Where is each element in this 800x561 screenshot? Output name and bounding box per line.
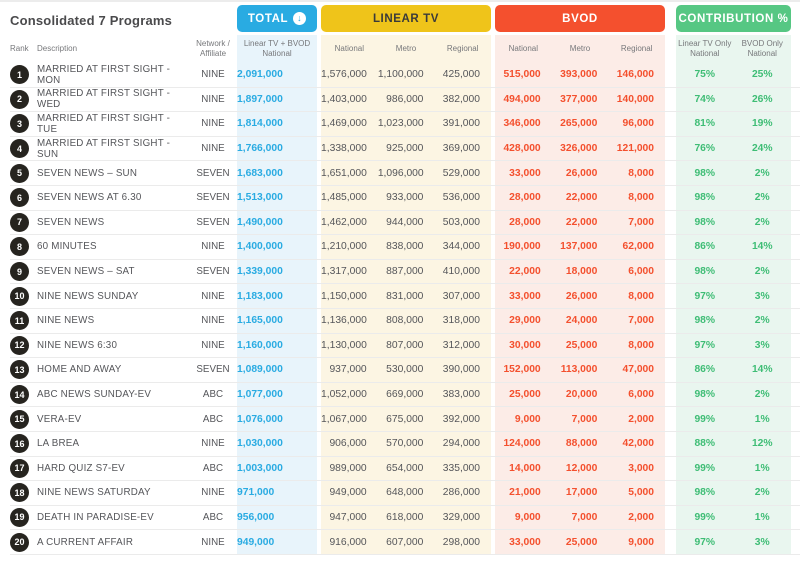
bvod-value: 3,000 xyxy=(628,462,655,474)
bvod-value: 42,000 xyxy=(622,438,655,450)
linear-value: 335,000 xyxy=(442,462,481,474)
network-affiliate: NINE xyxy=(201,93,225,105)
contribution-value: 1% xyxy=(754,462,770,474)
bvod-value: 113,000 xyxy=(560,364,598,376)
total-value: 1,814,000 xyxy=(237,112,317,136)
total-group-button[interactable] xyxy=(237,5,317,32)
table-row xyxy=(10,457,800,482)
bvod-value: 12,000 xyxy=(565,462,598,474)
program-description: MARRIED AT FIRST SIGHT -MON xyxy=(37,63,171,86)
linear-value: 390,000 xyxy=(442,364,481,376)
linear-value: 949,000 xyxy=(329,487,367,499)
contribution-value: 81% xyxy=(694,118,716,130)
bvod-value: 137,000 xyxy=(560,241,598,253)
contribution-value: 75% xyxy=(694,69,716,81)
linear-value: 503,000 xyxy=(442,216,480,228)
bvod-value: 24,000 xyxy=(565,315,598,327)
bvod-regional-column-header: Regional xyxy=(620,44,653,54)
linear-value: 944,000 xyxy=(386,216,424,228)
linear-value: 937,000 xyxy=(329,364,367,376)
bvod-value: 428,000 xyxy=(503,143,541,155)
total-national-column-header: Linear TV + BVOD National xyxy=(243,39,311,58)
linear-value: 1,317,000 xyxy=(321,266,367,278)
bvod-value: 190,000 xyxy=(503,241,541,253)
contribution-value: 1% xyxy=(754,413,770,425)
table-row xyxy=(10,530,800,555)
linear-value: 989,000 xyxy=(329,462,367,474)
bvod-value: 28,000 xyxy=(509,192,541,204)
linear-value: 1,469,000 xyxy=(321,118,367,130)
linear-value: 298,000 xyxy=(442,536,481,548)
network-affiliate: NINE xyxy=(201,290,225,302)
contribution-value: 3% xyxy=(754,536,770,548)
network-affiliate: NINE xyxy=(201,536,225,548)
bvod-value: 25,000 xyxy=(509,389,541,401)
bvod-value: 17,000 xyxy=(565,487,598,499)
bvod-value: 8,000 xyxy=(628,339,655,351)
bvod-value: 6,000 xyxy=(628,266,655,278)
table-row xyxy=(10,161,800,186)
contribution-value: 98% xyxy=(694,167,716,179)
total-value: 1,030,000 xyxy=(237,432,317,456)
contribution-subheader xyxy=(676,35,791,63)
bvod-value: 33,000 xyxy=(509,290,541,302)
rank-badge: 3 xyxy=(10,114,29,133)
bvod-value: 146,000 xyxy=(616,69,655,81)
bvod-value: 88,000 xyxy=(565,438,598,450)
contribution-value: 3% xyxy=(754,290,770,302)
rank-badge: 19 xyxy=(10,508,29,527)
total-value: 2,091,000 xyxy=(237,63,317,87)
program-description: NINE NEWS SUNDAY xyxy=(37,290,139,302)
total-subheader xyxy=(237,35,317,63)
bvod-value: 26,000 xyxy=(565,167,598,179)
linear-value: 654,000 xyxy=(386,462,424,474)
rank-badge: 10 xyxy=(10,287,29,306)
linear-value: 1,100,000 xyxy=(377,69,424,81)
contribution-value: 2% xyxy=(754,167,770,179)
network-affiliate: NINE xyxy=(201,339,225,351)
network-affiliate: NINE xyxy=(201,241,225,253)
linear-value: 1,485,000 xyxy=(321,192,367,204)
bvod-value: 25,000 xyxy=(565,339,598,351)
network-affiliate: NINE xyxy=(201,143,225,155)
table-row xyxy=(10,284,800,309)
contribution-value: 2% xyxy=(754,389,770,401)
program-description: 60 MINUTES xyxy=(37,241,97,253)
program-description: LA BREA xyxy=(37,438,80,450)
linear-value: 906,000 xyxy=(329,438,367,450)
network-affiliate: NINE xyxy=(201,438,225,450)
rank-badge: 1 xyxy=(10,65,29,84)
total-value: 1,490,000 xyxy=(237,211,317,235)
linear-value: 831,000 xyxy=(386,290,424,302)
rank-badge: 13 xyxy=(10,360,29,379)
bvod-value: 393,000 xyxy=(560,69,598,81)
table-row xyxy=(10,211,800,236)
bvod-value: 21,000 xyxy=(509,487,541,499)
linear-value: 1,338,000 xyxy=(321,143,367,155)
table-row xyxy=(10,63,800,88)
table-header xyxy=(10,2,800,35)
table-row xyxy=(10,186,800,211)
contribution-value: 98% xyxy=(694,487,716,499)
bvod-group-button[interactable] xyxy=(495,5,665,32)
bvod-value: 28,000 xyxy=(509,216,541,228)
program-description: SEVEN NEWS – SUN xyxy=(37,167,138,179)
linear-value: 1,052,000 xyxy=(321,389,367,401)
linear-value: 1,210,000 xyxy=(321,241,367,253)
bvod-only-column-header: BVOD Only National xyxy=(741,39,783,58)
contribution-value: 97% xyxy=(694,290,716,302)
bvod-value: 8,000 xyxy=(628,192,655,204)
bvod-subheader xyxy=(495,35,665,63)
network-affiliate: SEVEN xyxy=(196,192,230,204)
linear-value: 648,000 xyxy=(386,487,424,499)
network-affiliate: SEVEN xyxy=(196,167,230,179)
program-description: NINE NEWS SATURDAY xyxy=(37,487,151,499)
total-value: 949,000 xyxy=(237,530,317,554)
program-description: ABC NEWS SUNDAY-EV xyxy=(37,389,152,401)
contribution-value: 86% xyxy=(694,364,716,376)
linear-value: 1,403,000 xyxy=(321,93,367,105)
contribution-value: 98% xyxy=(694,389,716,401)
rank-badge: 17 xyxy=(10,459,29,478)
contribution-value: 86% xyxy=(694,241,716,253)
contribution-value: 14% xyxy=(751,364,773,376)
total-value: 1,400,000 xyxy=(237,235,317,259)
contribution-value: 98% xyxy=(694,315,716,327)
linear-value: 318,000 xyxy=(442,315,480,327)
program-description: DEATH IN PARADISE-EV xyxy=(37,511,154,523)
bvod-value: 326,000 xyxy=(560,143,598,155)
linear-value: 570,000 xyxy=(386,438,424,450)
linear-value: 986,000 xyxy=(386,93,424,105)
rank-badge: 2 xyxy=(10,90,29,109)
network-affiliate: ABC xyxy=(202,462,224,474)
network-affiliate: NINE xyxy=(201,69,225,81)
table-row xyxy=(10,481,800,506)
network-affiliate: ABC xyxy=(202,389,224,401)
contribution-value: 97% xyxy=(694,339,716,351)
total-value: 1,683,000 xyxy=(237,161,317,185)
bvod-value: 18,000 xyxy=(565,266,598,278)
bvod-value: 494,000 xyxy=(503,93,541,105)
total-value: 1,183,000 xyxy=(237,284,317,308)
network-column-header: Network / Affiliate xyxy=(196,39,230,58)
contribution-value: 99% xyxy=(694,462,716,474)
page-title-cell xyxy=(10,5,237,28)
total-value: 971,000 xyxy=(237,481,317,505)
bvod-value: 47,000 xyxy=(622,364,655,376)
ratings-table xyxy=(0,2,800,555)
network-affiliate: ABC xyxy=(202,413,224,425)
program-description: SEVEN NEWS xyxy=(37,216,105,228)
linear-national-column-header: National xyxy=(334,44,365,54)
program-description: MARRIED AT FIRST SIGHT -TUE xyxy=(37,112,171,135)
linear-value: 607,000 xyxy=(386,536,424,548)
linear-value: 312,000 xyxy=(442,339,480,351)
network-affiliate: ABC xyxy=(202,511,224,523)
bvod-value: 7,000 xyxy=(628,216,655,228)
bvod-value: 7,000 xyxy=(571,413,598,425)
contribution-value: 24% xyxy=(751,143,773,155)
contribution-value: 1% xyxy=(754,511,770,523)
program-description: MARRIED AT FIRST SIGHT -SUN xyxy=(37,137,171,160)
rank-badge: 9 xyxy=(10,262,29,281)
bvod-value: 26,000 xyxy=(565,290,598,302)
rank-badge: 18 xyxy=(10,483,29,502)
linear-value: 307,000 xyxy=(442,290,480,302)
contribution-value: 98% xyxy=(694,266,716,278)
program-description: A CURRENT AFFAIR xyxy=(37,536,134,548)
program-description: NINE NEWS xyxy=(37,315,95,327)
linear-value: 838,000 xyxy=(386,241,424,253)
program-description: HARD QUIZ S7-EV xyxy=(37,462,125,474)
contribution-value: 12% xyxy=(751,438,773,450)
rank-column-header: Rank xyxy=(10,44,29,54)
program-description: SEVEN NEWS – SAT xyxy=(37,266,135,278)
bvod-value: 96,000 xyxy=(622,118,655,130)
table-row xyxy=(10,383,800,408)
network-affiliate: SEVEN xyxy=(196,364,230,376)
linear-metro-column-header: Metro xyxy=(395,44,417,54)
bvod-national-column-header: National xyxy=(508,44,539,54)
total-value: 1,897,000 xyxy=(237,88,317,112)
bvod-value: 25,000 xyxy=(565,536,598,548)
bvod-group-label: BVOD xyxy=(562,12,598,25)
total-value: 1,089,000 xyxy=(237,358,317,382)
bvod-value: 9,000 xyxy=(514,511,541,523)
bvod-value: 33,000 xyxy=(509,167,541,179)
contribution-value: 2% xyxy=(754,315,770,327)
linear-value: 410,000 xyxy=(442,266,480,278)
bvod-value: 9,000 xyxy=(628,536,655,548)
table-row xyxy=(10,407,800,432)
column-headers xyxy=(10,35,800,63)
bvod-value: 2,000 xyxy=(628,511,655,523)
network-affiliate: NINE xyxy=(201,315,225,327)
table-body xyxy=(10,63,800,555)
bvod-value: 515,000 xyxy=(503,69,541,81)
linear-value: 675,000 xyxy=(386,413,424,425)
linear-value: 1,576,000 xyxy=(321,69,367,81)
contribution-value: 99% xyxy=(694,413,716,425)
contribution-value: 2% xyxy=(754,216,770,228)
bvod-value: 8,000 xyxy=(628,167,655,179)
bvod-value: 22,000 xyxy=(565,216,598,228)
bvod-value: 265,000 xyxy=(560,118,598,130)
bvod-value: 5,000 xyxy=(628,487,655,499)
rank-badge: 15 xyxy=(10,410,29,429)
linear-value: 1,067,000 xyxy=(321,413,367,425)
linear-value: 1,023,000 xyxy=(377,118,424,130)
table-row xyxy=(10,112,800,137)
rank-badge: 8 xyxy=(10,237,29,256)
bvod-value: 22,000 xyxy=(509,266,541,278)
table-row xyxy=(10,309,800,334)
total-value: 956,000 xyxy=(237,506,317,530)
linear-value: 807,000 xyxy=(386,339,424,351)
bvod-value: 377,000 xyxy=(560,93,598,105)
linear-value: 529,000 xyxy=(442,167,480,179)
table-row xyxy=(10,506,800,531)
total-value: 1,077,000 xyxy=(237,383,317,407)
linear-value: 618,000 xyxy=(386,511,424,523)
bvod-value: 2,000 xyxy=(628,413,655,425)
linear-value: 425,000 xyxy=(442,69,480,81)
linear-value: 1,130,000 xyxy=(321,339,367,351)
linear-tv-group-label: LINEAR TV xyxy=(372,12,440,25)
table-row xyxy=(10,88,800,113)
linear-value: 294,000 xyxy=(442,438,481,450)
bvod-value: 7,000 xyxy=(571,511,598,523)
contribution-value: 74% xyxy=(694,93,716,105)
program-description: MARRIED AT FIRST SIGHT -WED xyxy=(37,88,171,111)
linear-only-column-header: Linear TV Only National xyxy=(678,39,732,58)
table-row xyxy=(10,137,800,162)
contribution-value: 98% xyxy=(694,192,716,204)
linear-value: 530,000 xyxy=(386,364,424,376)
contribution-value: 97% xyxy=(694,536,716,548)
contribution-value: 76% xyxy=(694,143,716,155)
linear-subheader xyxy=(321,35,491,63)
rank-badge: 20 xyxy=(10,533,29,552)
rank-badge: 11 xyxy=(10,311,29,330)
bvod-value: 62,000 xyxy=(622,241,655,253)
table-row xyxy=(10,432,800,457)
linear-value: 1,096,000 xyxy=(377,167,424,179)
table-row xyxy=(10,235,800,260)
program-description: SEVEN NEWS AT 6.30 xyxy=(37,192,142,204)
contribution-value: 25% xyxy=(751,69,773,81)
bvod-value: 29,000 xyxy=(509,315,541,327)
bvod-value: 152,000 xyxy=(503,364,541,376)
bvod-value: 140,000 xyxy=(616,93,655,105)
contribution-value: 2% xyxy=(754,487,770,499)
bvod-value: 9,000 xyxy=(514,413,541,425)
rank-badge: 5 xyxy=(10,164,29,183)
contribution-value: 26% xyxy=(751,93,773,105)
bvod-value: 7,000 xyxy=(628,315,655,327)
contribution-group-button[interactable] xyxy=(676,5,791,32)
bvod-value: 8,000 xyxy=(628,290,655,302)
linear-value: 1,462,000 xyxy=(321,216,367,228)
bvod-value: 33,000 xyxy=(509,536,541,548)
network-affiliate: SEVEN xyxy=(196,266,230,278)
contribution-value: 2% xyxy=(754,192,770,204)
linear-value: 382,000 xyxy=(442,93,480,105)
description-column-header: Description xyxy=(37,44,78,54)
linear-value: 329,000 xyxy=(442,511,481,523)
table-row xyxy=(10,334,800,359)
total-value: 1,003,000 xyxy=(237,457,317,481)
contribution-value: 98% xyxy=(694,216,716,228)
network-affiliate: SEVEN xyxy=(196,216,230,228)
linear-value: 808,000 xyxy=(386,315,424,327)
program-description: NINE NEWS 6:30 xyxy=(37,339,118,351)
total-group-label: TOTAL xyxy=(247,12,289,25)
bvod-value: 30,000 xyxy=(509,339,541,351)
linear-value: 344,000 xyxy=(442,241,480,253)
rank-badge: 16 xyxy=(10,434,29,453)
contribution-value: 14% xyxy=(751,241,773,253)
linear-value: 383,000 xyxy=(442,389,480,401)
linear-value: 933,000 xyxy=(386,192,424,204)
linear-value: 887,000 xyxy=(386,266,424,278)
bvod-value: 124,000 xyxy=(503,438,541,450)
bvod-value: 121,000 xyxy=(616,143,655,155)
contribution-value: 99% xyxy=(694,511,716,523)
linear-value: 391,000 xyxy=(442,118,480,130)
contribution-value: 3% xyxy=(754,339,770,351)
linear-value: 1,136,000 xyxy=(321,315,367,327)
rank-badge: 12 xyxy=(10,336,29,355)
contribution-value: 19% xyxy=(751,118,773,130)
rank-badge: 4 xyxy=(10,139,29,158)
bvod-value: 22,000 xyxy=(565,192,598,204)
linear-value: 369,000 xyxy=(442,143,480,155)
program-description: VERA-EV xyxy=(37,413,82,425)
bvod-value: 14,000 xyxy=(509,462,541,474)
page-title: Consolidated 7 Programs xyxy=(10,13,173,28)
linear-value: 916,000 xyxy=(329,536,367,548)
linear-value: 925,000 xyxy=(386,143,424,155)
total-value: 1,339,000 xyxy=(237,260,317,284)
bvod-metro-column-header: Metro xyxy=(569,44,591,54)
contribution-group-label: CONTRIBUTION % xyxy=(678,12,789,25)
rank-badge: 6 xyxy=(10,188,29,207)
linear-value: 392,000 xyxy=(442,413,480,425)
sort-descending-icon[interactable]: ↓ xyxy=(293,12,306,25)
bvod-value: 346,000 xyxy=(503,118,541,130)
linear-value: 1,651,000 xyxy=(321,167,367,179)
contribution-value: 88% xyxy=(694,438,716,450)
linear-value: 947,000 xyxy=(329,511,367,523)
linear-value: 669,000 xyxy=(386,389,424,401)
bvod-value: 6,000 xyxy=(628,389,655,401)
program-description: HOME AND AWAY xyxy=(37,364,122,376)
linear-regional-column-header: Regional xyxy=(446,44,479,54)
total-value: 1,076,000 xyxy=(237,407,317,431)
network-affiliate: NINE xyxy=(201,118,225,130)
bvod-value: 20,000 xyxy=(565,389,598,401)
linear-value: 1,150,000 xyxy=(321,290,367,302)
network-affiliate: NINE xyxy=(201,487,225,499)
contribution-value: 2% xyxy=(754,266,770,278)
linear-value: 286,000 xyxy=(442,487,481,499)
rank-badge: 14 xyxy=(10,385,29,404)
total-value: 1,165,000 xyxy=(237,309,317,333)
total-value: 1,513,000 xyxy=(237,186,317,210)
linear-tv-group-button[interactable] xyxy=(321,5,491,32)
total-value: 1,160,000 xyxy=(237,334,317,358)
table-row xyxy=(10,358,800,383)
linear-value: 536,000 xyxy=(442,192,480,204)
table-row xyxy=(10,260,800,285)
rank-badge: 7 xyxy=(10,213,29,232)
total-value: 1,766,000 xyxy=(237,137,317,161)
